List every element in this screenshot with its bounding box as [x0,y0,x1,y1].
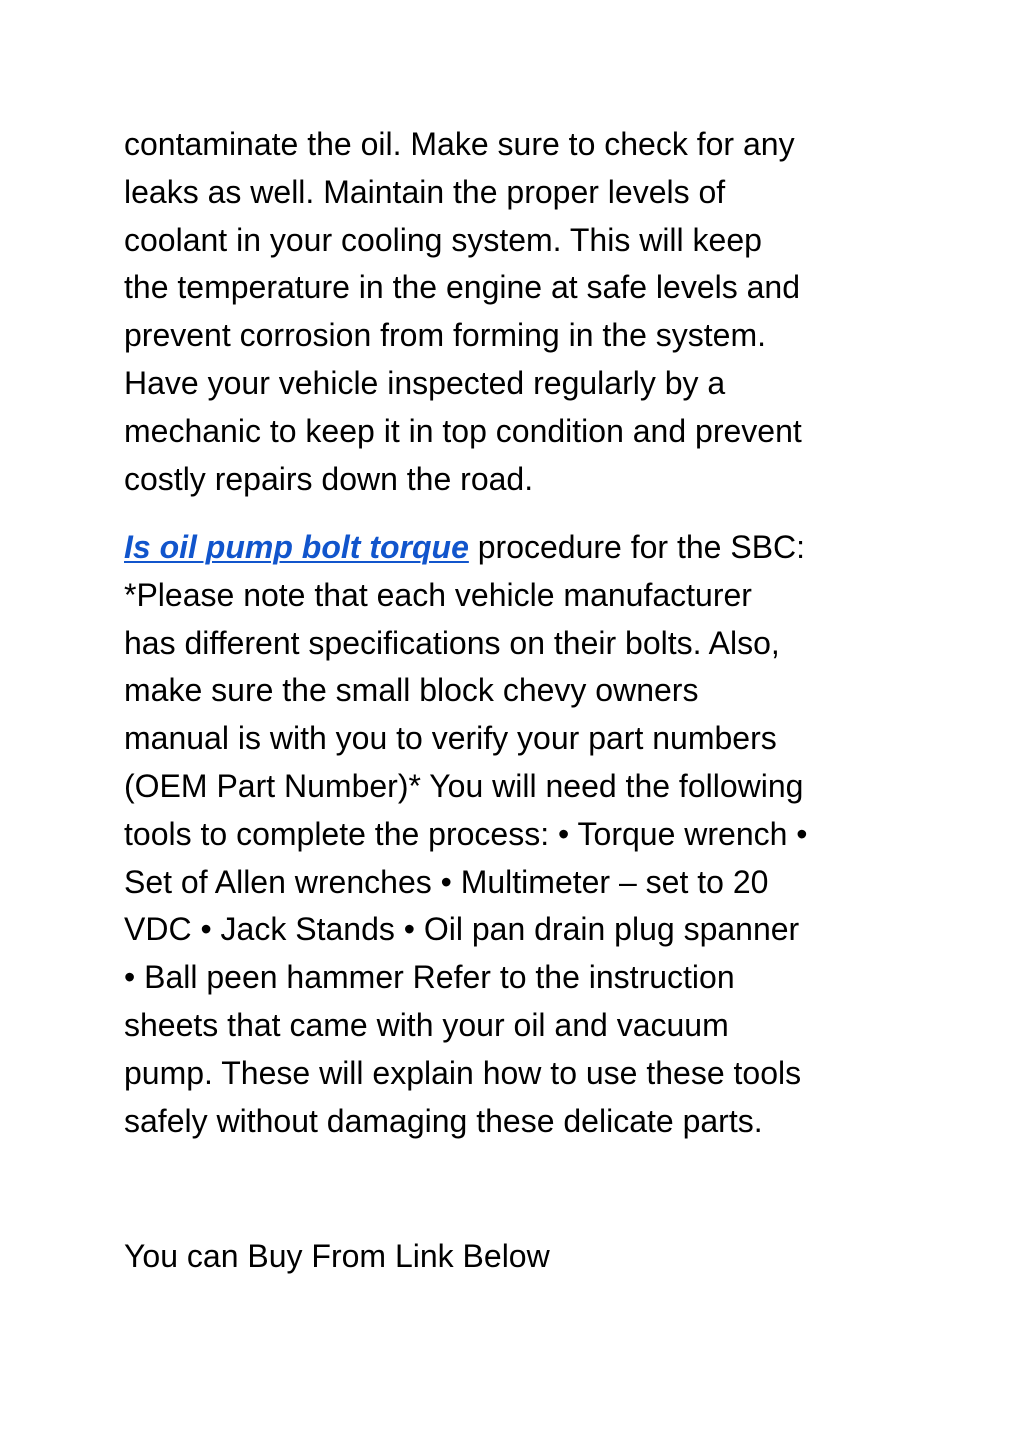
oil-pump-bolt-torque-link[interactable]: Is oil pump bolt torque [124,529,469,565]
text-line-with-link [124,524,904,572]
text-line: You can Buy From Link Below [124,1238,550,1274]
text-line: prevent corrosion from forming in the system. [124,317,767,354]
text-line: costly repairs down the road. [124,460,534,497]
text-line: (OEM Part Number)* You will need the following [124,767,804,804]
text-line: make sure the small block chevy owners [124,672,699,709]
text-line: VDC • Jack Stands • Oil pan drain plug spanner [124,911,800,948]
text-fragment: procedure for the SBC: [468,529,806,565]
text-line: tools to complete the process: • Torque wrench • [124,815,808,852]
paragraph-buy-link [124,1233,904,1281]
paragraph-maintenance [124,121,904,503]
text-line: mechanic to keep it in top condition and prevent [124,412,802,449]
text-line: Have your vehicle inspected regularly by a [124,364,726,401]
text-line: *Please note that each vehicle manufacturer [124,576,752,613]
text-line: • Ball peen hammer Refer to the instruction [124,959,735,996]
text-line: pump. These will explain how to use these tools [124,1054,802,1091]
text-line: coolant in your cooling system. This will keep [124,221,762,258]
text-line: the temperature in the engine at safe levels and [124,269,800,306]
text-line: sheets that came with your oil and vacuum [124,1006,729,1043]
text-line: manual is with you to verify your part numbers [124,720,777,757]
text-line: has different specifications on their bolts. Also, [124,624,780,661]
text-line: leaks as well. Maintain the proper levels of [124,173,726,210]
text-line: contaminate the oil. Make sure to check for any [124,126,795,162]
text-line: safely without damaging these delicate parts. [124,1102,763,1139]
paragraph-bolt-torque [124,524,904,1145]
text-line: Set of Allen wrenches • Multimeter – set to 20 [124,863,769,900]
